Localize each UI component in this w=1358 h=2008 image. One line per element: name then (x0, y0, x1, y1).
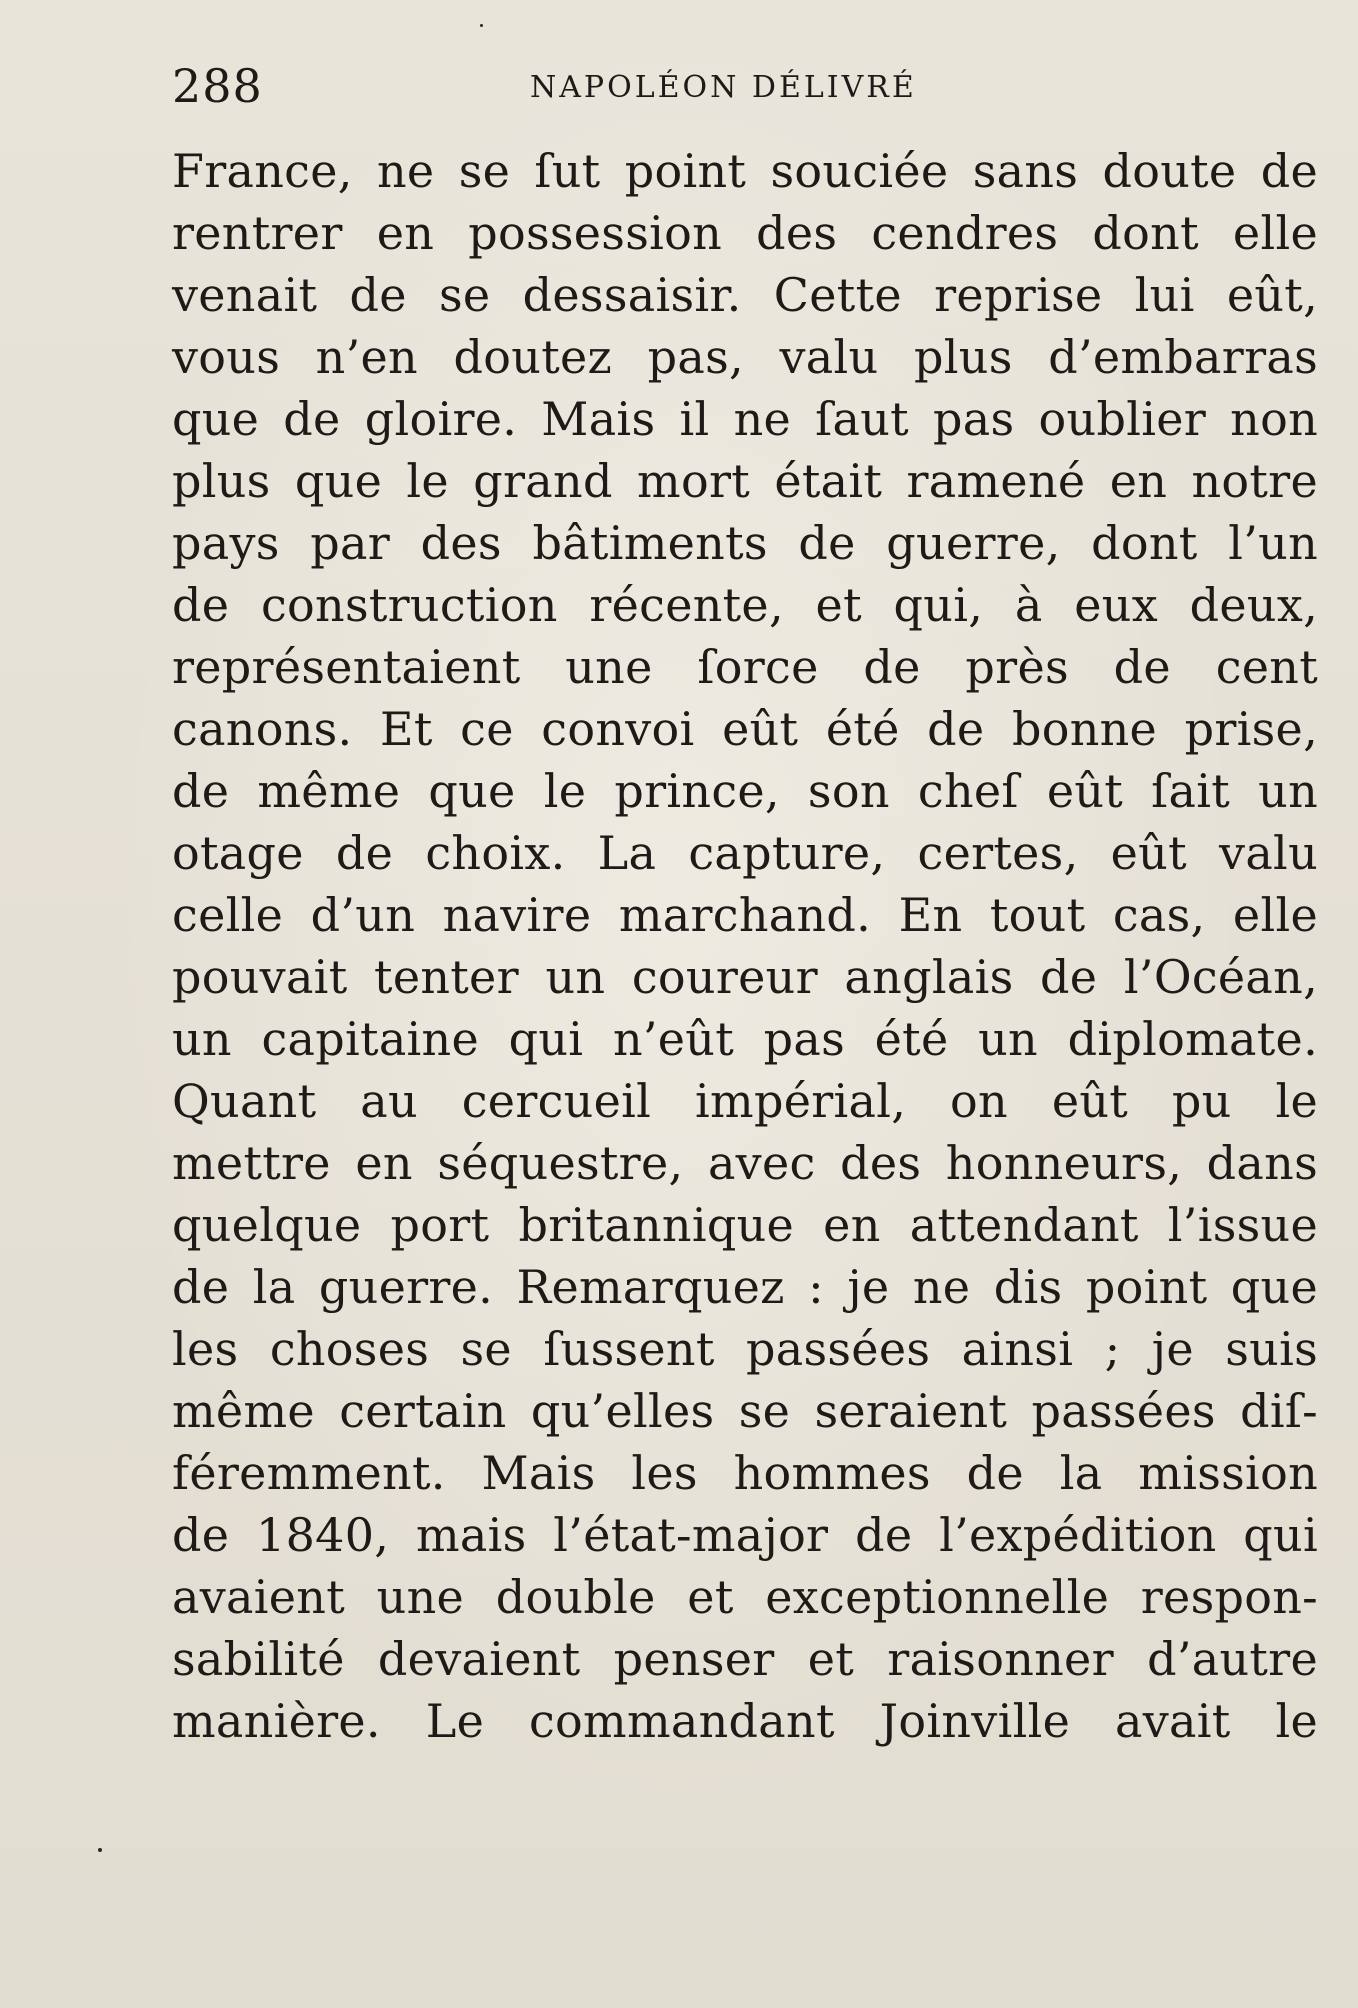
text-line: otage de choix. La capture, certes, eût valu (172, 826, 1318, 880)
text-line: de construction récente, et qui, à eux deux, (172, 578, 1318, 632)
text-line: féremment. Mais les hommes de la mission (172, 1446, 1318, 1500)
paper-speck (98, 1848, 102, 1852)
text-line: les choses se ſussent passées ainsi ; je suis (172, 1322, 1318, 1376)
text-line: pouvait tenter un coureur anglais de l’Océan, (172, 950, 1318, 1004)
page-number: 288 (172, 59, 263, 113)
text-line: venait de se dessaisir. Cette reprise lui eût, (172, 268, 1318, 322)
running-head (172, 58, 1318, 118)
text-line: même certain qu’elles se seraient passées diſ- (172, 1384, 1318, 1438)
text-line: un capitaine qui n’eût pas été un diplomate. (172, 1012, 1318, 1066)
text-line: que de gloire. Mais il ne ſaut pas oublier non (172, 392, 1318, 446)
text-line: de même que le prince, son cheſ eût ſait un (172, 764, 1318, 818)
text-line: sabilité devaient penser et raisonner d’autre (172, 1632, 1318, 1686)
text-line: pays par des bâtiments de guerre, dont l’un (172, 516, 1318, 570)
text-line: celle d’un navire marchand. En tout cas, elle (172, 888, 1318, 942)
text-line: France, ne se ſut point souciée sans doute de (172, 144, 1318, 198)
paper-speck (480, 24, 483, 27)
running-title: NAPOLÉON DÉLIVRÉ (530, 70, 917, 105)
text-line: Quant au cercueil impérial, on eût pu le (172, 1074, 1318, 1128)
text-line: manière. Le commandant Joinville avait le (172, 1694, 1318, 1748)
text-line: canons. Et ce convoi eût été de bonne prise, (172, 702, 1318, 756)
text-line: vous n’en doutez pas, valu plus d’embarras (172, 330, 1318, 384)
text-line: de la guerre. Remarquez : je ne dis point que (172, 1260, 1318, 1314)
text-line: de 1840, mais l’état-major de l’expédition qui (172, 1508, 1318, 1562)
body-text (172, 140, 1318, 1752)
text-line: avaient une double et exceptionnelle respon- (172, 1570, 1318, 1624)
text-line: plus que le grand mort était ramené en notre (172, 454, 1318, 508)
text-line: rentrer en possession des cendres dont elle (172, 206, 1318, 260)
text-line: quelque port britannique en attendant l’issue (172, 1198, 1318, 1252)
text-line: représentaient une ſorce de près de cent (172, 640, 1318, 694)
text-line: mettre en séquestre, avec des honneurs, dans (172, 1136, 1318, 1190)
